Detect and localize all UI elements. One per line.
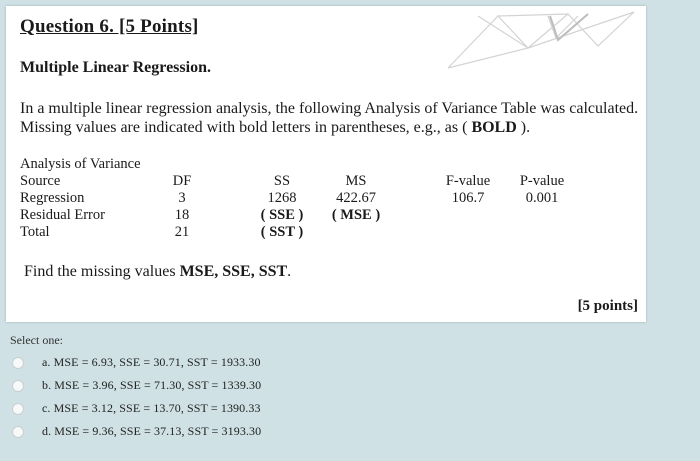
intro-text: In a multiple linear regression analysis, the following Analysis of Variance Table was calculated. (20, 100, 639, 117)
find-bold: MSE, SSE, SST (179, 263, 288, 280)
anova-cell-ms-missing: ( MSE ) (331, 207, 381, 223)
anova-cell-ms: 422.67 (336, 190, 376, 206)
find-instruction (24, 263, 291, 281)
intro-end: ). (520, 119, 531, 136)
anova-col-f-value: F-value (445, 173, 491, 189)
answer-option-label[interactable]: b. MSE = 3.96, SSE = 71.30, SST = 1339.30 (42, 378, 262, 392)
answer-option-label[interactable]: d. MSE = 9.36, SSE = 37.13, SST = 3193.30 (42, 424, 262, 438)
anova-cell-f-value: 106.7 (451, 190, 485, 206)
decorative-geometry-graphic (438, 8, 638, 78)
anova-cell-ss-missing: ( SST ) (260, 224, 304, 240)
anova-cell-df: 21 (174, 224, 190, 240)
anova-cell-p-value: 0.001 (525, 190, 559, 206)
answer-option-label[interactable]: c. MSE = 3.12, SSE = 13.70, SST = 1390.33 (42, 401, 261, 415)
radio-button[interactable] (12, 403, 24, 415)
select-one-label: Select one: (10, 333, 63, 347)
radio-button[interactable] (12, 426, 24, 438)
anova-cell-ss-missing: ( SSE ) (260, 207, 304, 223)
anova-col-ss: SS (273, 173, 291, 189)
radio-button[interactable] (12, 357, 24, 369)
intro-missing-note: Missing values are indicated with bold letters in parentheses, e.g., as ( (20, 119, 468, 136)
answer-option-label[interactable]: a. MSE = 6.93, SSE = 30.71, SST = 1933.30 (42, 355, 261, 369)
anova-cell-df: 18 (174, 207, 190, 223)
anova-row-label-regression: Regression (20, 190, 85, 206)
radio-button[interactable] (12, 380, 24, 392)
anova-row-label-source: Source (20, 173, 61, 189)
anova-col-df: DF (172, 173, 192, 189)
question-card (6, 6, 646, 322)
find-end: . (287, 263, 292, 280)
intro-bold-example: BOLD (467, 119, 521, 136)
question-title: Question 6. [5 Points] (20, 16, 199, 37)
anova-heading: Analysis of Variance (20, 156, 141, 172)
anova-row-label-total: Total (20, 224, 50, 240)
question-intro (20, 99, 645, 137)
anova-cell-ss: 1268 (267, 190, 297, 206)
points-label: [5 points] (577, 298, 638, 314)
find-prefix: Find the missing values (24, 263, 180, 280)
anova-cell-df: 3 (178, 190, 186, 206)
anova-row-label-residual: Residual Error (20, 207, 105, 223)
section-subtitle: Multiple Linear Regression. (20, 59, 211, 76)
anova-col-p-value: P-value (519, 173, 565, 189)
anova-col-ms: MS (345, 173, 367, 189)
